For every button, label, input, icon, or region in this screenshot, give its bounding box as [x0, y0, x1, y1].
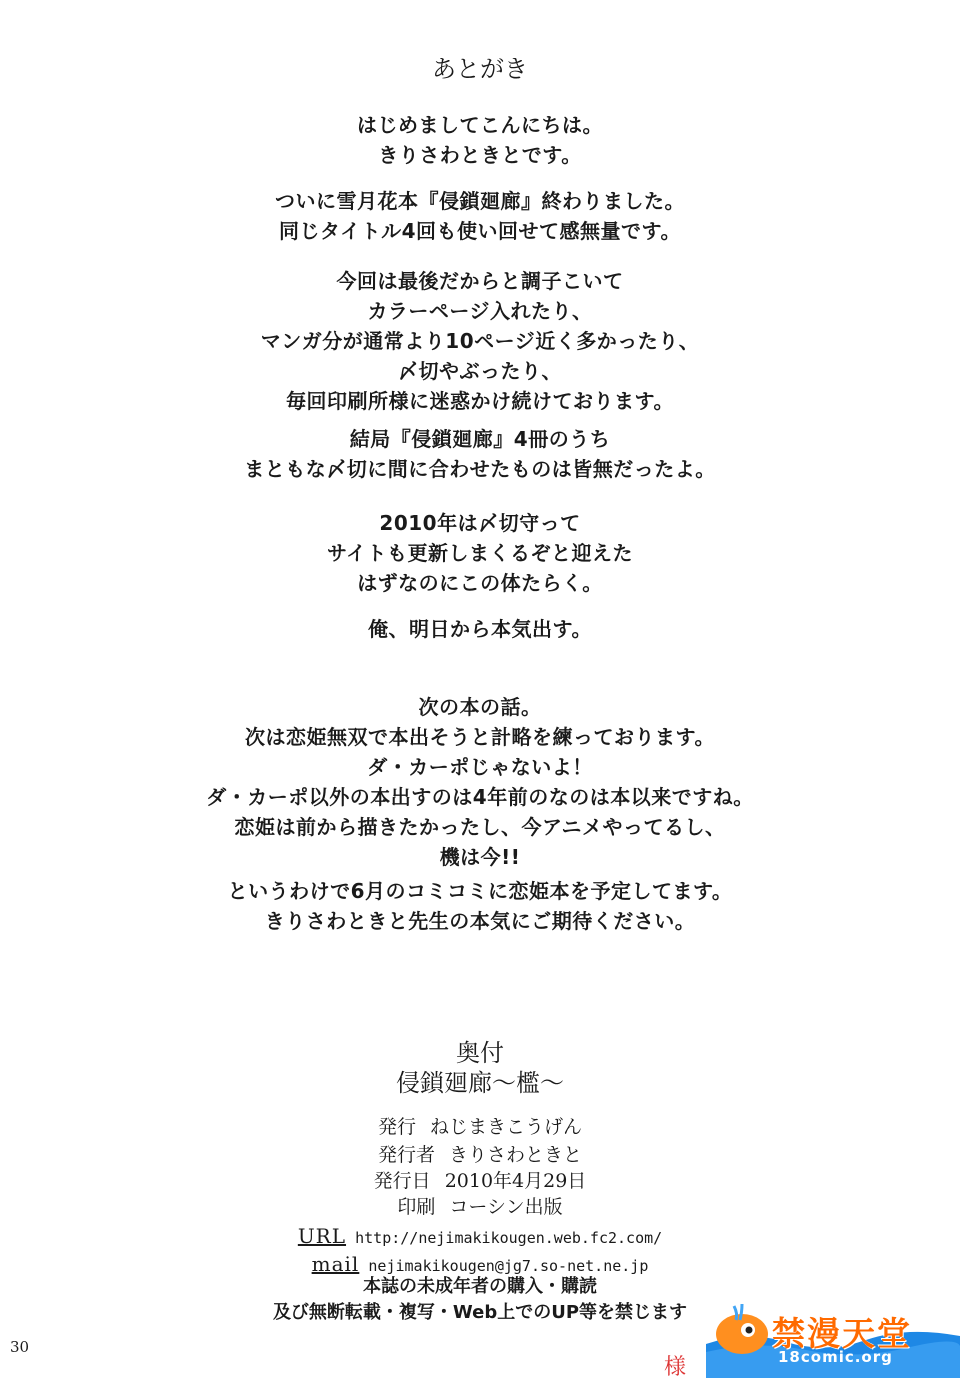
- afterword-line: 結局『侵鎖廻廊』4冊のうち: [349, 427, 611, 451]
- credit-value: 2010年4月29日: [444, 1170, 587, 1192]
- mail-label: mail: [311, 1252, 360, 1276]
- credit-label: 発行: [377, 1116, 416, 1138]
- afterword-line: マンガ分が通常より10ページ近く多かったり、: [260, 329, 700, 353]
- afterword-line: 2010年は〆切守って: [379, 511, 581, 535]
- afterword-paragraph: [0, 186, 960, 246]
- afterword-line: 毎回印刷所様に迷惑かけ続けております。: [286, 389, 674, 413]
- credit-value: ねじまきこうげん: [430, 1116, 583, 1138]
- watermark-url: 18comic.org: [778, 1348, 893, 1366]
- afterword-paragraph: [0, 876, 960, 936]
- credit-value: きりさわときと: [449, 1144, 583, 1166]
- afterword-paragraph: [0, 110, 960, 170]
- site-watermark[interactable]: [706, 1300, 960, 1378]
- afterword-line: 同じタイトル4回も使い回せて感無量です。: [279, 219, 681, 243]
- afterword-paragraph: [0, 614, 960, 644]
- afterword-line: ダ・カーポ以外の本出すのは4年前のなのは本以来ですね。: [206, 785, 754, 809]
- whale-mascot-icon: [712, 1302, 772, 1358]
- credit-row: [0, 1168, 960, 1194]
- afterword-line: きりさわときと先生の本気にご期待ください。: [264, 909, 696, 933]
- credit-row: [0, 1114, 960, 1140]
- url-row: [0, 1224, 960, 1248]
- afterword-line: はずなのにこの体たらく。: [357, 571, 603, 595]
- afterword-line: 恋姫は前から描きたかったし、今アニメやってるし、: [234, 815, 726, 839]
- page-number: 30: [10, 1338, 30, 1356]
- afterword-line: ついに雪月花本『侵鎖廻廊』終わりました。: [275, 189, 685, 213]
- afterword-line: まともな〆切に間に合わせたものは皆無だったよ。: [244, 457, 716, 481]
- notice-line-1: 本誌の未成年者の購入・購読: [363, 1276, 597, 1297]
- afterword-line: 次の本の話。: [418, 695, 542, 719]
- credit-row: [0, 1142, 960, 1168]
- url-label: URL: [297, 1224, 347, 1248]
- afterword-line: 今回は最後だからと調子こいて: [336, 269, 624, 293]
- afterword-paragraph: [0, 424, 960, 484]
- afterword-paragraph: [0, 692, 960, 872]
- mail-row: [0, 1252, 960, 1276]
- mail-link[interactable]: nejimakikougen@jg7.so-net.ne.jp: [368, 1257, 649, 1275]
- url-link[interactable]: http://nejimakikougen.web.fc2.com/: [355, 1229, 663, 1247]
- notice-line-2: 及び無断転載・複写・Web上でのUP等を禁じます: [272, 1302, 688, 1323]
- afterword-line: 〆切やぶったり、: [398, 359, 562, 383]
- afterword-line: サイトも更新しまくるぞと迎えた: [326, 541, 634, 565]
- credit-label: 発行日: [373, 1170, 431, 1192]
- credit-label: 発行者: [377, 1144, 435, 1166]
- afterword-line: というわけで6月のコミコミに恋姫本を予定してます。: [227, 879, 733, 903]
- afterword-line: ダ・カーポじゃないよ！: [367, 755, 593, 779]
- stray-mark: 様: [664, 1355, 687, 1380]
- afterword-line: きりさわときとです。: [378, 143, 582, 167]
- afterword-line: はじめましてこんにちは。: [357, 113, 603, 137]
- colophon-heading: 奥付: [456, 1039, 504, 1067]
- credit-row: [0, 1194, 960, 1220]
- credit-value: コーシン出版: [449, 1196, 563, 1218]
- afterword-line: 機は今!!: [439, 845, 521, 869]
- afterword-line: カラーページ入れたり、: [367, 299, 593, 323]
- afterword-title: あとがき: [432, 55, 528, 83]
- afterword-line: 俺、明日から本気出す。: [368, 617, 592, 641]
- book-title: 侵鎖廻廊～檻～: [396, 1069, 564, 1097]
- credit-label: 印刷: [397, 1196, 436, 1218]
- afterword-paragraph: [0, 508, 960, 598]
- afterword-paragraph: [0, 266, 960, 416]
- afterword-line: 次は恋姫無双で本出そうと計略を練っております。: [245, 725, 715, 749]
- watermark-title: 禁漫天堂: [772, 1314, 912, 1353]
